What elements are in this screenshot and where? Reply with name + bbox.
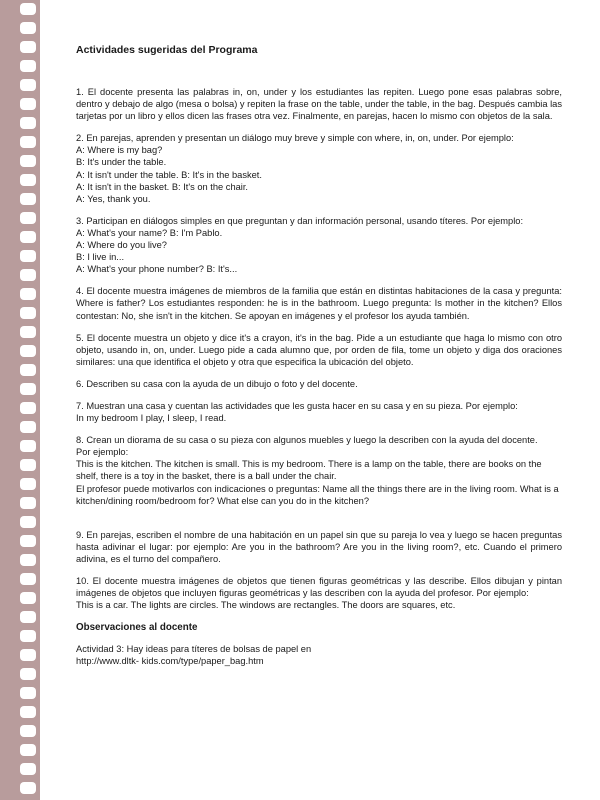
binding-hole	[20, 782, 36, 794]
activity-item	[76, 575, 562, 611]
activity-text: 3. Participan en diálogos simples en que preguntan y dan información personal, usando títeres. Por ejemplo:	[76, 215, 524, 226]
binding-hole	[20, 706, 36, 718]
activity-item	[76, 285, 562, 321]
activity-item	[76, 529, 562, 565]
activity-item	[76, 378, 562, 390]
binding-hole	[20, 763, 36, 775]
notes-heading: Observaciones al docente	[76, 622, 198, 634]
binding-hole	[20, 554, 36, 566]
activity-text: 10. El docente muestra imágenes de objetos que tienen figuras geométricas y las describe. Ellos dibujan y pintan imágenes de objetos que incluyen figuras geométricas y las describen con la ayuda del profesor. Por ejemplo:	[76, 576, 562, 599]
binding-hole	[20, 573, 36, 585]
binding-hole	[20, 611, 36, 623]
binding-hole	[20, 117, 36, 129]
binding-hole	[20, 212, 36, 224]
activity-item	[76, 434, 562, 507]
activities-list	[76, 86, 562, 611]
binding-hole	[20, 364, 36, 376]
example-line: A: What's your name? B: I'm Pablo.	[76, 227, 223, 238]
notes-body	[76, 643, 562, 667]
activity-item	[76, 400, 562, 424]
binding-hole	[20, 231, 36, 243]
example-line: This is the kitchen. The kitchen is small. This is my bedroom. There is a lamp on the table, there are books on the shelf, there is a toy in the basket, there is a ball under the chair.	[76, 459, 542, 482]
binding-hole	[20, 592, 36, 604]
binding-hole	[20, 288, 36, 300]
binding-hole	[20, 79, 36, 91]
binding-hole	[20, 250, 36, 262]
binding-hole	[20, 649, 36, 661]
binding-hole	[20, 440, 36, 452]
binding-hole	[20, 535, 36, 547]
binding-hole	[20, 744, 36, 756]
page-title: Actividades sugeridas del Programa	[76, 44, 258, 56]
binding-hole	[20, 174, 36, 186]
activity-item	[76, 215, 562, 275]
example-line: A: It isn't in the basket. B: It's on the chair.	[76, 181, 249, 192]
binding-hole	[20, 60, 36, 72]
activity-item	[76, 132, 562, 205]
binding-hole	[20, 383, 36, 395]
activity-text: 8. Crean un diorama de su casa o su pieza con algunos muebles y luego la describen con la ayuda del docente.	[76, 435, 538, 446]
activity-text: 1. El docente presenta las palabras in, on, under y los estudiantes las repiten. Luego pone esas palabras sobre, dentro y debajo de algo (mesa o bolsa) y repiten la frase on the table, under the table, in the bag. Después cambia las tarjetas por un libro y ellos dicen las frases otra vez. Finalmente, en parejas, hacen lo mismo con objetos de la sala.	[76, 87, 562, 122]
binding-hole	[20, 345, 36, 357]
activity-text: 7. Muestran una casa y cuentan las actividades que les gusta hacer en su casa y en su pieza. Por ejemplo:	[76, 400, 518, 411]
binding-hole	[20, 136, 36, 148]
binding-hole	[20, 630, 36, 642]
document-page	[76, 44, 562, 667]
activity-text: 5. El docente muestra un objeto y dice it's a crayon, it's in the bag. Pide a un estudiante que haga lo mismo con otro objeto, usando in, on, under. Luego pide a cada alumno que, por orden de fila, tome un objeto y diga dos oraciones similares: una que identifica el objeto y otra que especifica la ubicación del objeto.	[76, 332, 562, 367]
activity-text: 2. En parejas, aprenden y presentan un diálogo muy breve y simple con where, in, on, under. Por ejemplo:	[76, 133, 514, 144]
note-line: Actividad 3: Hay ideas para títeres de bolsas de papel en	[76, 644, 312, 655]
binding-hole	[20, 402, 36, 414]
binding-hole	[20, 3, 36, 15]
activity-item	[76, 332, 562, 368]
example-line: El profesor puede motivarlos con indicaciones o preguntas: Name all the things there are in the living room. What is a kitchen/dining room/bedroom for? What else can you do in the kitchen?	[76, 483, 559, 506]
activity-text: 9. En parejas, escriben el nombre de una habitación en un papel sin que su pareja lo vea y luego se hacen preguntas hasta adivinar el lugar: por ejemplo: Are you in the bathroom? Are you in the living room?, etc. Cuando el primero adivina, es el turno del compañero.	[76, 529, 562, 564]
example-line: This is a car. The lights are circles. The windows are rectangles. The doors are squares, etc.	[76, 600, 456, 611]
binding-hole	[20, 687, 36, 699]
activity-text: 6. Describen su casa con la ayuda de un dibujo o foto y del docente.	[76, 378, 358, 389]
binding-hole	[20, 497, 36, 509]
example-line: B: I live in...	[76, 252, 125, 263]
example-line: A: What's your phone number? B: It's...	[76, 264, 238, 275]
binding-hole	[20, 421, 36, 433]
example-line: A: It isn't under the table. B: It's in the basket.	[76, 169, 262, 180]
example-line: A: Where do you live?	[76, 240, 167, 251]
binding-hole	[20, 193, 36, 205]
note-link: http://www.dltk- kids.com/type/paper_bag.htm	[76, 656, 264, 667]
binding-hole	[20, 725, 36, 737]
binding-hole	[20, 41, 36, 53]
binding-hole	[20, 155, 36, 167]
example-line: A: Yes, thank you.	[76, 193, 151, 204]
binding-hole	[20, 22, 36, 34]
activity-item	[76, 86, 562, 122]
binding-hole	[20, 326, 36, 338]
binding-hole	[20, 307, 36, 319]
spiral-binding	[0, 0, 40, 800]
example-line: In my bedroom I play, I sleep, I read.	[76, 413, 227, 424]
binding-hole	[20, 516, 36, 528]
binding-hole	[20, 478, 36, 490]
activity-text: 4. El docente muestra imágenes de miembros de la familia que están en distintas habitaciones de la casa y pregunta: Where is father? Los estudiantes responden: he is in the bathroom. Luego pregunta: Is mother in the kitchen? Ellos contestan: No, she isn't in the kitchen. Se apoyan en imágenes y el profesor los ayuda también.	[76, 286, 562, 321]
binding-hole	[20, 459, 36, 471]
example-line: B: It's under the table.	[76, 157, 167, 168]
binding-hole	[20, 668, 36, 680]
example-line: A: Where is my bag?	[76, 145, 163, 156]
binding-hole	[20, 269, 36, 281]
binding-hole	[20, 98, 36, 110]
example-line: Por ejemplo:	[76, 447, 129, 458]
